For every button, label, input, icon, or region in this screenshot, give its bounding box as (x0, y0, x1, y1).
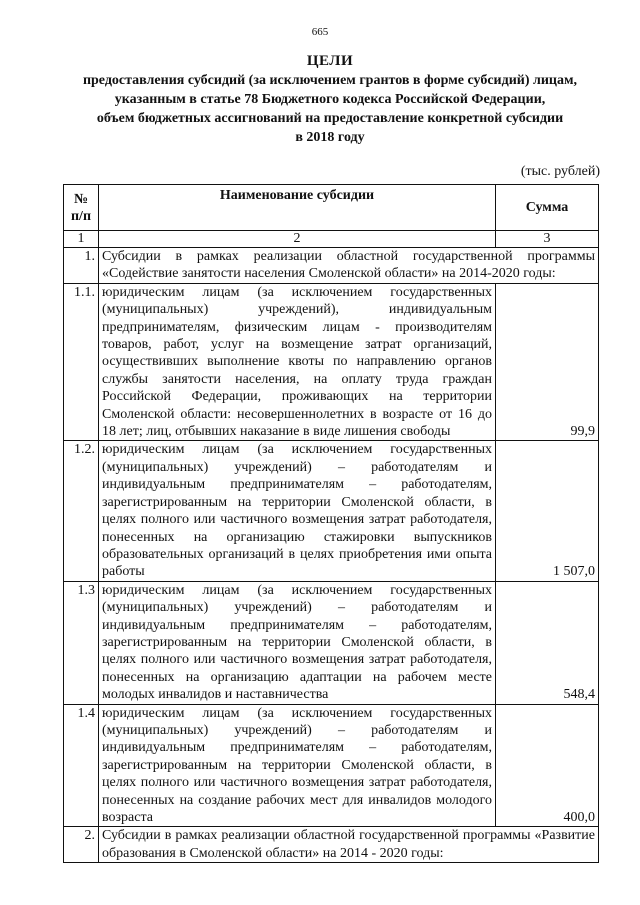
row-sum: 99,9 (496, 283, 599, 441)
row-number: 1.3 (64, 581, 99, 704)
table-row (64, 248, 599, 284)
row-sum: 400,0 (496, 704, 599, 827)
table-row (64, 827, 599, 863)
row-number: 2. (64, 827, 99, 863)
row-sum: 1 507,0 (496, 441, 599, 581)
row-sum: 548,4 (496, 581, 599, 704)
col-number: 3 (496, 231, 599, 248)
header-name: Наименование субсидии (99, 185, 496, 231)
subsidies-table (63, 184, 599, 863)
row-text: юридическим лицам (за исключением государственных (муниципальных) учреждений) – работодателям и индивидуальным предпринимателям – работодателям, зарегистрированным на территории Смоленской области, в целях полного или частичного возмещения затрат работодателя, понесенных на организацию адаптации на рабочем месте молодых инвалидов и наставничества (99, 581, 496, 704)
page-number: 665 (311, 26, 329, 38)
row-number: 1.1. (64, 283, 99, 441)
col-number: 2 (99, 231, 496, 248)
row-number: 1.4 (64, 704, 99, 827)
heading-line: предоставления субсидий (за исключением грантов в форме субсидий) лицам, (82, 73, 578, 88)
table-row (64, 283, 599, 441)
units-label: (тыс. рублей) (520, 164, 600, 179)
heading-line: указанным в статье 78 Бюджетного кодекса Российской Федерации, (114, 92, 546, 107)
col-number: 1 (64, 231, 99, 248)
row-text: Субсидии в рамках реализации областной государственной программы «Содействие занятости населения Смоленской области» на 2014-2020 годы: (99, 248, 599, 284)
document-heading (60, 52, 600, 147)
header-num: № п/п (64, 185, 99, 231)
table-row (64, 441, 599, 581)
heading-line: объем бюджетных ассигнований на предоставление конкретной субсидии (96, 111, 564, 126)
row-text: юридическим лицам (за исключением государственных (муниципальных) учреждений) – работодателям и индивидуальным предпринимателям – работодателям, зарегистрированным на территории Смоленской области, в целях полного или частичного возмещения затрат работодателя, понесенных на создание рабочих мест для инвалидов молодого возраста (99, 704, 496, 827)
row-text: юридическим лицам (за исключением государственных (муниципальных) учреждений) – работодателям и индивидуальным предпринимателям – работодателям, зарегистрированным на территории Смоленской области, в целях полного или частичного возмещения затрат работодателя, понесенных на организацию стажировки выпускников образовательных организаций в целях приобретения ими опыта работы (99, 441, 496, 581)
table-row (64, 704, 599, 827)
table-row (64, 581, 599, 704)
row-text: Субсидии в рамках реализации областной государственной программы «Развитие образования в Смоленской области» на 2014 - 2020 годы: (99, 827, 599, 863)
header-sum: Сумма (496, 185, 599, 231)
row-text: юридическим лицам (за исключением государственных (муниципальных) учреждений), индивидуальным предпринимателям, физическим лицам - производителям товаров, работ, услуг на возмещение затрат организаций, осуществивших выполнение квоты по направлению органов службы занятости населения, на оплату труда граждан Российской Федерации, проживающих на территории Смоленской области: несовершеннолетних в возрасте от 16 до 18 лет; лиц, отбывших наказание в виде лишения свободы (99, 283, 496, 441)
heading-title: ЦЕЛИ (306, 53, 354, 69)
heading-line: в 2018 году (295, 130, 365, 145)
row-number: 1. (64, 248, 99, 284)
row-number: 1.2. (64, 441, 99, 581)
